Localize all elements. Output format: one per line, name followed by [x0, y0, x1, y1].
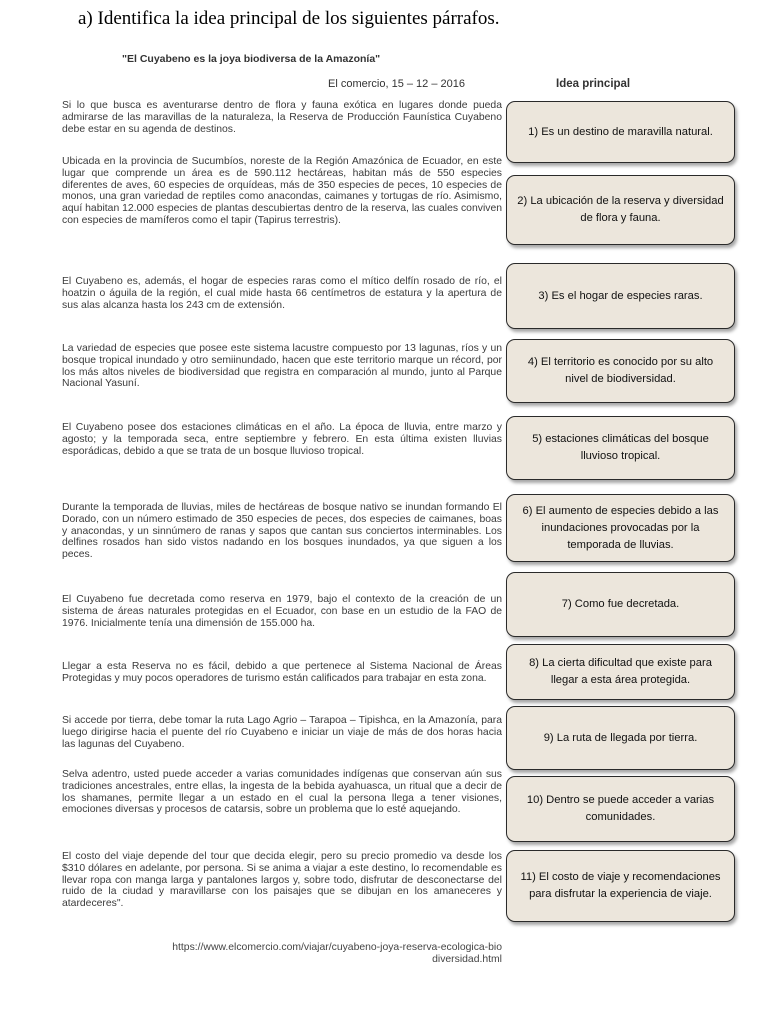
article-paragraph-9: Si accede por tierra, debe tomar la ruta Lago Agrio – Tarapoa – Tipishca, en la Amazonía, para luego dirigirse hacia el puente del río Cuyabeno e iniciar un viaje de más de dos horas hacia las lagunas del Cuyabeno. [62, 715, 502, 750]
article-scan [50, 45, 518, 975]
exercise-heading: a) Identifica la idea principal de los siguientes párrafos. [78, 8, 500, 29]
article-url: https://www.elcomercio.com/viajar/cuyabeno-joya-reserva-ecologica-biodiversidad.html [172, 942, 502, 965]
article-paragraph-11: El costo del viaje depende del tour que decida elegir, pero su precio promedio va desde los $310 dólares en adelante, por persona. Si se anima a viajar a este destino, lo recomendable es llevar ropa con manga larga y pantalones largos y, sobre todo, disfrutar de desconectarse del ruido de la ciudad y maravillarse con los paisajes que se dibujan en los amaneceres y atardeceres". [62, 851, 502, 910]
article-paragraph-4: La variedad de especies que posee este sistema lacustre compuesto por 13 lagunas, ríos y un bosque tropical inundado y otro semiinundado, hacen que este territorio marque un récord, por los más altos niveles de biodiversidad que registra en comparación al mundo, junto al Parque Nacional Yasuní. [62, 343, 502, 390]
idea-box-6: 6) El aumento de especies debido a las inundaciones provocadas por la temporada de lluvias. [506, 494, 735, 562]
article-paragraph-7: El Cuyabeno fue decretada como reserva en 1979, bajo el contexto de la creación de un sistema de áreas naturales protegidas en el Ecuador, con base en un estudio de la FAO de 1976. Inicialmente tenía una dimensión de 155.000 ha. [62, 594, 502, 629]
idea-box-5: 5) estaciones climáticas del bosque lluvioso tropical. [506, 416, 735, 480]
idea-box-4: 4) El territorio es conocido por su alto nivel de biodiversidad. [506, 339, 735, 403]
idea-box-7: 7) Como fue decretada. [506, 572, 735, 637]
article-paragraph-8: Llegar a esta Reserva no es fácil, debido a que pertenece al Sistema Nacional de Áreas Protegidas y muy pocos operadores de turismo están calificados para trabajar en esta zona. [62, 661, 502, 684]
idea-box-1: 1) Es un destino de maravilla natural. [506, 101, 735, 163]
idea-box-3: 3) Es el hogar de especies raras. [506, 263, 735, 329]
article-paragraph-6: Durante la temporada de lluvias, miles de hectáreas de bosque nativo se inundan formando El Dorado, con un número estimado de 350 especies de peces, dos especies de caimanes, boas y anacondas, y un sinnúmero de ranas y sapos que cantan sus conciertos interminables. Los delfines rosados han sido vistos nadando en los bosques inundados, ya que siguen a los peces. [62, 502, 502, 561]
article-source: El comercio, 15 – 12 – 2016 [328, 78, 465, 90]
idea-box-11: 11) El costo de viaje y recomendaciones para disfrutar la experiencia de viaje. [506, 850, 735, 922]
article-paragraph-10: Selva adentro, usted puede acceder a varias comunidades indígenas que conservan aún sus tradiciones ancestrales, entre ellas, la ingesta de la bebida ayahuasca, un ritual que a decir de los shamanes, permite llegar a un estado en el cual la persona llega a tener visiones, emociones diversas y procesos de catarsis, sobre un problema que lo esté aquejando. [62, 769, 502, 816]
idea-box-9: 9) La ruta de llegada por tierra. [506, 706, 735, 770]
article-paragraph-1: Si lo que busca es aventurarse dentro de flora y fauna exótica en lugares donde pueda admirarse de las maravillas de la naturaleza, la Reserva de Producción Faunística Cuyabeno debe estar en su agenda de destinos. [62, 100, 502, 135]
idea-box-10: 10) Dentro se puede acceder a varias comunidades. [506, 776, 735, 842]
ideas-header: Idea principal [556, 78, 631, 90]
article-title: "El Cuyabeno es la joya biodiversa de la Amazonía" [122, 53, 381, 65]
idea-box-2: 2) La ubicación de la reserva y diversidad de flora y fauna. [506, 175, 735, 245]
article-paragraph-5: El Cuyabeno posee dos estaciones climáticas en el año. La época de lluvia, entre marzo y agosto; y la temporada seca, entre septiembre y febrero. En esta última existen lluvias esporádicas, debido a que se trata de un bosque lluvioso tropical. [62, 422, 502, 457]
article-paragraph-3: El Cuyabeno es, además, el hogar de especies raras como el mítico delfín rosado de río, el hoatzin o águila de la región, el cual mide hasta 66 centímetros de estatura y la apertura de sus alas alcanza hasta los 243 cm de extensión. [62, 276, 502, 311]
article-paragraph-2: Ubicada en la provincia de Sucumbíos, noreste de la Región Amazónica de Ecuador, en este lugar que comprende un área es de 590.112 hectáreas, habitan más de 550 especies diferentes de aves, 60 especies de orquídeas, más de 350 especies de peces, 10 especies de monos, una gran variedad de reptiles como anacondas, caimanes y tortugas de río. Asimismo, aquí habitan 12.000 especies de plantas descubiertas dentro de la reserva, las cuales conviven con especies de mamíferos como el tapir (Tapirus terrestris). [62, 156, 502, 226]
idea-box-8: 8) La cierta dificultad que existe para llegar a esta área protegida. [506, 644, 735, 700]
